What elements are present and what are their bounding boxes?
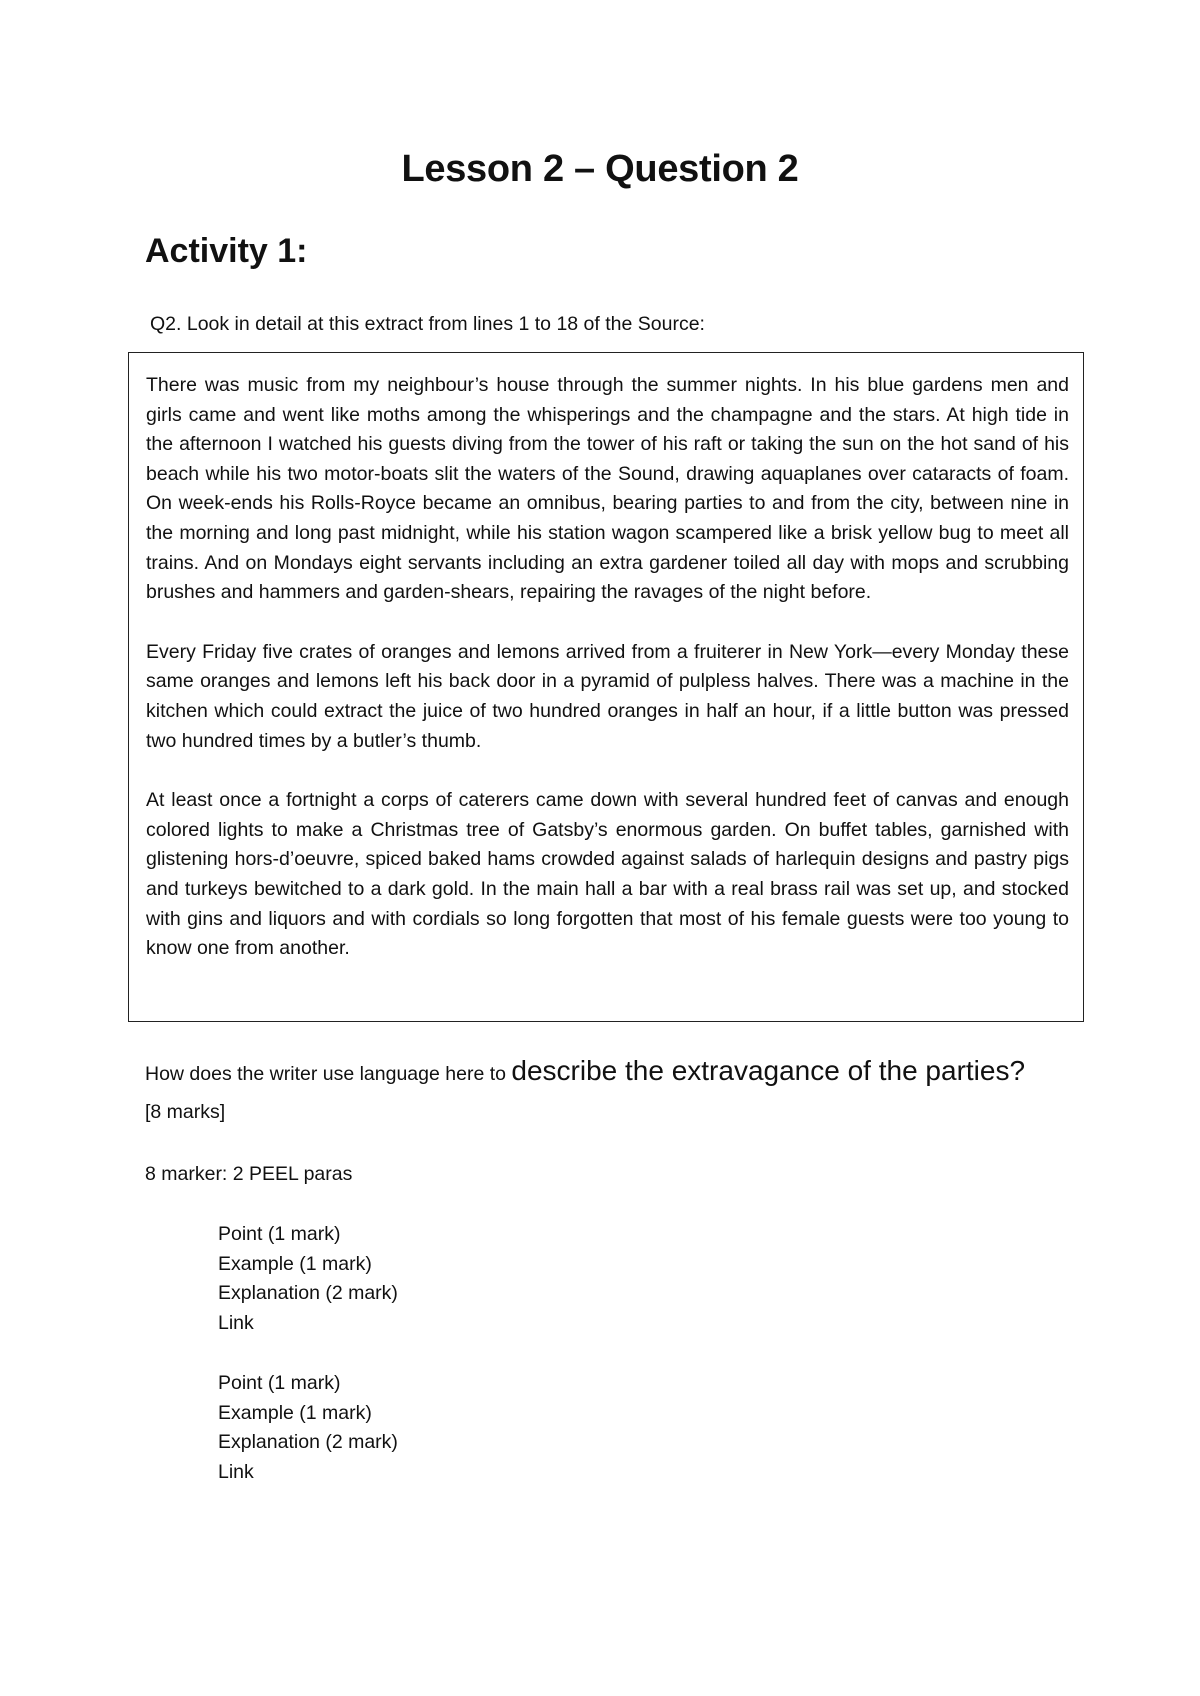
peel-item-explanation: Explanation (2 mark) xyxy=(218,1431,398,1453)
question-prompt xyxy=(145,1052,1045,1131)
prompt-emphasis: describe the extravagance of the parties? xyxy=(511,1055,1026,1086)
activity-heading: Activity 1: xyxy=(145,232,308,270)
peel-list-1 xyxy=(218,1220,398,1338)
marker-note: 8 marker: 2 PEEL paras xyxy=(145,1163,353,1185)
source-extract-box xyxy=(128,352,1084,1022)
peel-list-2 xyxy=(218,1369,398,1487)
prompt-marks: [8 marks] xyxy=(145,1101,226,1123)
peel-item-point: Point (1 mark) xyxy=(218,1223,341,1245)
peel-item-point: Point (1 mark) xyxy=(218,1372,341,1394)
extract-paragraph: Every Friday five crates of oranges and lemons arrived from a fruiterer in New York—every Monday these same oranges and lemons left his back door in a pyramid of pulpless halves. There was a machine in the kitchen which could extract the juice of two hundred oranges in half an hour, if a little button was pressed two hundred times by a butler’s thumb. xyxy=(146,640,1069,752)
extract-paragraph: At least once a fortnight a corps of caterers came down with several hundred feet of canvas and enough colored lights to make a Christmas tree of Gatsby’s enormous garden. On buffet tables, garnished with glistening hors-d’oeuvre, spiced baked hams crowded against salads of harlequin designs and pastry pigs and turkeys bewitched to a dark gold. In the main hall a bar with a real brass rail was set up, and stocked with gins and liquors and with cordials so long forgotten that most of his female guests were too young to know one from another. xyxy=(146,789,1069,960)
peel-item-example: Example (1 mark) xyxy=(218,1401,372,1424)
page-title: Lesson 2 – Question 2 xyxy=(401,148,799,190)
peel-item-link: Link xyxy=(218,1311,254,1334)
peel-item-link: Link xyxy=(218,1460,254,1483)
question-intro: Q2. Look in detail at this extract from lines 1 to 18 of the Source: xyxy=(150,313,705,335)
peel-item-example: Example (1 mark) xyxy=(218,1252,372,1275)
prompt-lead: How does the writer use language here to xyxy=(145,1063,512,1085)
extract-paragraph: There was music from my neighbour’s house through the summer nights. In his blue gardens men and girls came and went like moths among the whisperings and the champagne and the stars. At high tide in the afternoon I watched his guests diving from the tower of his raft or taking the sun on the hot sand of his beach while his two motor-boats slit the waters of the Sound, drawing aquaplanes over cataracts of foam. On week-ends his Rolls-Royce became an omnibus, bearing parties to and from the city, between nine in the morning and long past midnight, while his station wagon scampered like a brisk yellow bug to meet all trains. And on Mondays eight servants including an extra gardener toiled all day with mops and scrubbing brushes and hammers and garden-shears, repairing the ravages of the night before. xyxy=(146,374,1069,604)
peel-item-explanation: Explanation (2 mark) xyxy=(218,1282,398,1304)
